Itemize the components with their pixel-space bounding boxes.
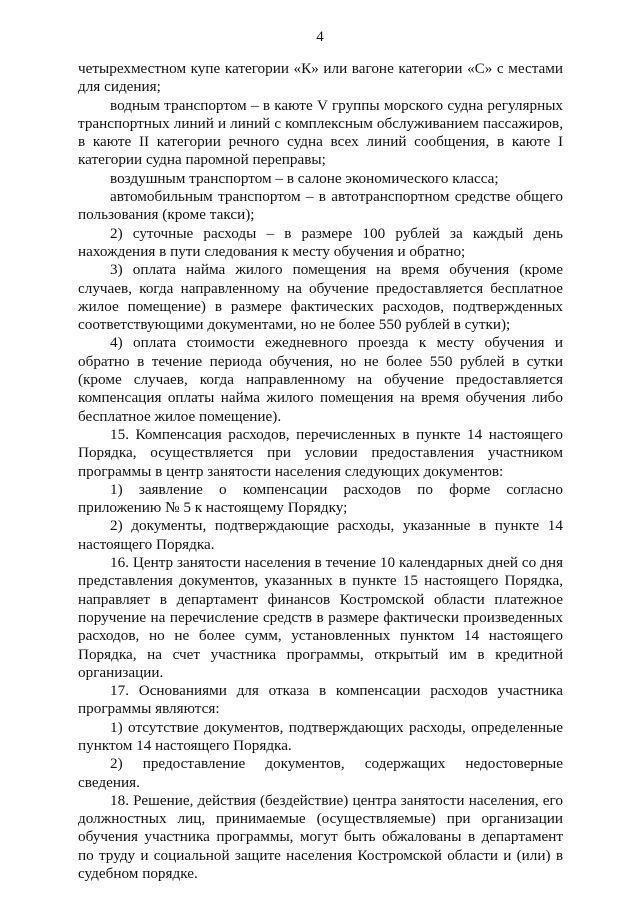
paragraph-daily-allowance: 2) суточные расходы – в размере 100 рублей за каждый день нахождения в пути следования к месту обучения и обратно; <box>78 224 563 260</box>
paragraph-item-15: 15. Компенсация расходов, перечисленных в пункте 14 настоящего Порядка, осуществляется при условии предоставления участником программы в центр занятости населения следующих документов: <box>78 425 563 480</box>
paragraph-road-transport: автомобильным транспортом – в автотранспортном средстве общего пользования (кроме такси); <box>78 188 563 224</box>
paragraph-item-16: 16. Центр занятости населения в течение 10 календарных дней со дня представления документов, указанных в пункте 15 настоящего Порядка, направляет в департамент финансов Костромской области платежное поручение на перечисление средств в размере фактически произведенных расходов, но не более сумм, установленных пунктом 14 настоящего Порядка, на счет участника программы, открытый им в кредитной организации. <box>78 554 563 681</box>
paragraph-item-15-1: 1) заявление о компенсации расходов по форме согласно приложению № 5 к настоящему Порядку; <box>78 480 563 517</box>
paragraph-item-18: 18. Решение, действия (бездействие) центра занятости населения, его должностных лиц, принимаемые (осуществляемые) при организации обучения участника программы, могут быть обжалованы в департамент по труду и социальной защите населения Костромской области и (или) в судебном порядке. <box>78 791 563 883</box>
page-number: 4 <box>316 29 324 45</box>
paragraph-item-17-2: 2) предоставление документов, содержащих недостоверные сведения. <box>78 755 563 791</box>
paragraph-item-17-1: 1) отсутствие документов, подтверждающих расходы, определенные пунктом 14 настоящего Порядка. <box>78 718 563 754</box>
document-body <box>78 60 563 883</box>
paragraph-item-15-2: 2) документы, подтверждающие расходы, указанные в пункте 14 настоящего Порядка. <box>78 517 563 553</box>
paragraph-air-transport: воздушным транспортом – в салоне экономического класса; <box>110 169 499 187</box>
paragraph-water-transport: водным транспортом – в каюте V группы морского судна регулярных транспортных линий и линий с комплексным обслуживанием пассажиров, в каюте II категории речного судна всех линий сообщения, в каюте I категории судна паромной переправы; <box>78 96 563 169</box>
paragraph-continuation: четырехместном купе категории «К» или вагоне категории «С» с местами для сидения; <box>78 60 563 96</box>
paragraph-housing-payment: 3) оплата найма жилого помещения на время обучения (кроме случаев, когда направленному на обучение предоставляется бесплатное жилое помещение) в размере фактических расходов, подтвержденных соответствующими документами, но не более 550 рублей в сутки); <box>78 261 563 334</box>
paragraph-daily-travel: 4) оплата стоимости ежедневного проезда к месту обучения и обратно в течение периода обучения, но не более 550 рублей в сутки (кроме случаев, когда направленному на обучение предоставляется компенсация оплаты найма жилого помещения на время обучения либо бесплатное жилое помещение). <box>78 334 563 425</box>
paragraph-item-17: 17. Основаниями для отказа в компенсации расходов участника программы являются: <box>78 682 563 718</box>
